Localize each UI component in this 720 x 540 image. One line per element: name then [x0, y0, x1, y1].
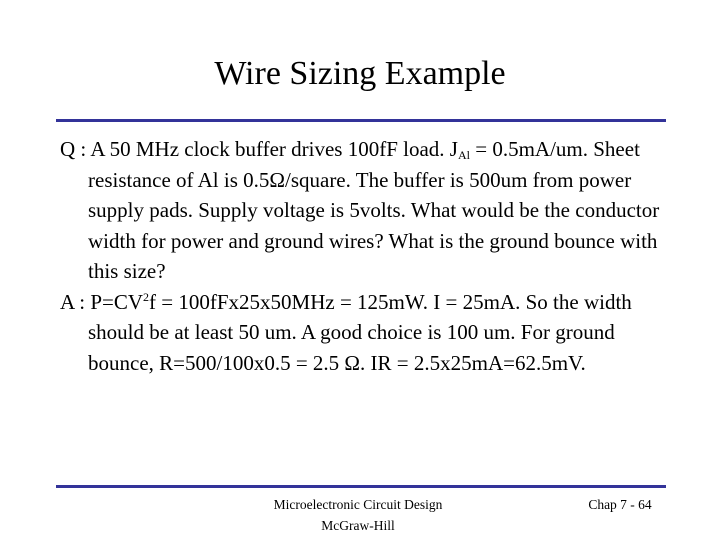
- footer-page-number: Chap 7 - 64: [588, 497, 652, 512]
- answer-superscript: 2: [143, 289, 150, 304]
- footer-divider: [56, 485, 666, 488]
- answer-text-1: P=CV: [90, 289, 144, 314]
- footer-book-title: Microelectronic Circuit Design: [273, 497, 443, 512]
- answer-prefix: A :: [60, 289, 91, 314]
- slide-body: [60, 134, 670, 378]
- question-text-2: = 0.5mA/um. Sheet resistance of Al is 0.5Ω/square. The buffer is 500um from power supply pads. Supply voltage is 5volts. What would be the conductor width for power and ground wires? What is the ground bounce with this size?: [88, 137, 660, 283]
- footer-publisher: McGraw-Hill: [321, 518, 395, 533]
- slide-title: Wire Sizing Example: [214, 55, 506, 92]
- question-text-1: A 50 MHz clock buffer drives 100fF load. J: [90, 137, 458, 161]
- question-paragraph: [60, 134, 670, 287]
- question-prefix: Q :: [60, 137, 91, 161]
- answer-text-2: f = 100fFx25x50MHz = 125mW. I = 25mA. So the width should be at least 50 um. A good choice is 100 um. For ground bounce, R=500/100x0.5 = 2.5 Ω. IR = 2.5x25mA=62.5mV.: [88, 289, 632, 375]
- question-subscript: Al: [457, 148, 470, 162]
- answer-paragraph: [60, 287, 670, 379]
- title-divider: [56, 119, 666, 122]
- footer-book-info: [220, 494, 496, 536]
